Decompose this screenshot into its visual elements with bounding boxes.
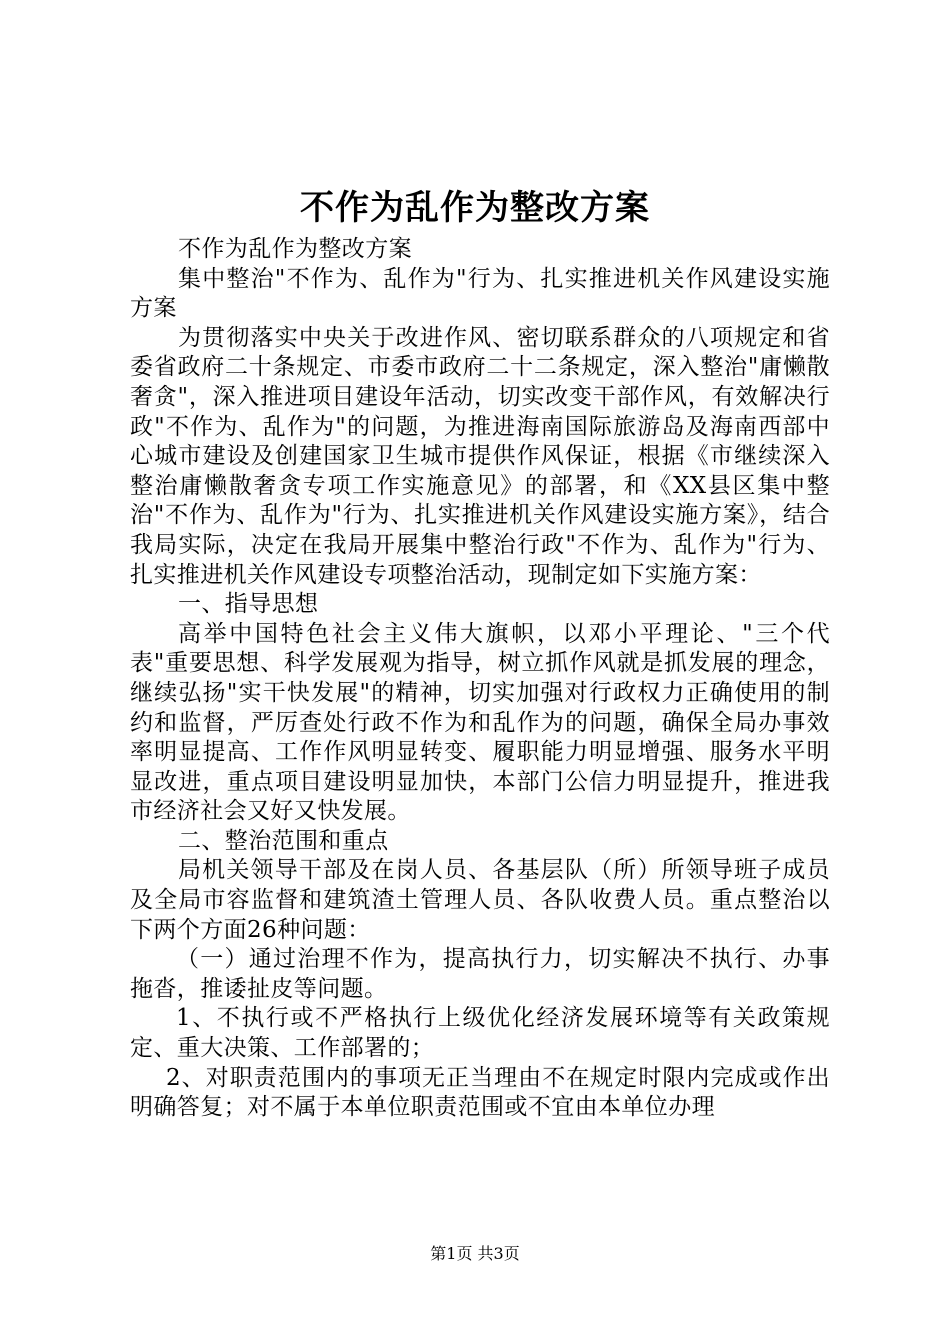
page-number-footer: 第1页 共3页 [430, 1244, 520, 1263]
paragraph-subsection-1: （一）通过治理不作为，提高执行力，切实解决不执行、办事拖沓，推诿扯皮等问题。 [130, 946, 830, 1002]
paragraph-subtitle: 不作为乱作为整改方案 [178, 236, 412, 262]
section-heading-guiding-thought: 一、指导思想 [178, 591, 319, 618]
paragraph-plan-title: 集中整治"不作为、乱作为"行为、扎实推进机关作风建设实施方案 [130, 265, 830, 322]
paragraph-preamble: 为贯彻落实中央关于改进作风、密切联系群众的八项规定和省委省政府二十条规定、市委市政府二十二条规定，深入整治"庸懒散奢贪"，深入推进项目建设年活动，切实改变干部作风，有效解决行政"不作为、乱作为"的问题，为推进海南国际旅游岛及海南西部中心城市建设及创建国家卫生城市提供作风保证，根据《市继续深入整治庸懒散奢贪专项工作实施意见》的部署，和《XX县区集中整治"不作为、乱作为"行为、扎实推进机关作风建设实施方案》，结合我局实际，决定在我局开展集中整治行政"不作为、乱作为"行为、扎实推进机关作风建设专项整治活动，现制定如下实施方案： [130, 324, 830, 588]
list-item-1: 1、不执行或不严格执行上级优化经济发展环境等有关政策规定、重大决策、工作部署的； [130, 1005, 830, 1062]
paragraph-scope: 局机关领导干部及在岗人员、各基层队（所）所领导班子成员及全局市容监督和建筑渣土管理人员、各队收费人员。重点整治以下两个方面26种问题： [130, 857, 830, 943]
paragraph-guiding-thought: 高举中国特色社会主义伟大旗帜，以邓小平理论、"三个代表"重要思想、科学发展观为指导，树立抓作风就是抓发展的理念，继续弘扬"实干快发展"的精神，切实加强对行政权力正确使用的制约和监督，严厉查处行政不作为和乱作为的问题，确保全局办事效率明显提高、工作作风明显转变、履职能力明显增强、服务水平明显改进，重点项目建设明显加快，本部门公信力明显提升，推进我市经济社会又好又快发展。 [130, 620, 830, 825]
section-heading-scope: 二、整治范围和重点 [178, 827, 389, 854]
document-title: 不作为乱作为整改方案 [300, 188, 650, 228]
list-item-2: 2、对职责范围内的事项无正当理由不在规定时限内完成或作出明确答复；对不属于本单位职责范围或不宜由本单位办理 [130, 1064, 830, 1121]
document-body [130, 235, 830, 1123]
